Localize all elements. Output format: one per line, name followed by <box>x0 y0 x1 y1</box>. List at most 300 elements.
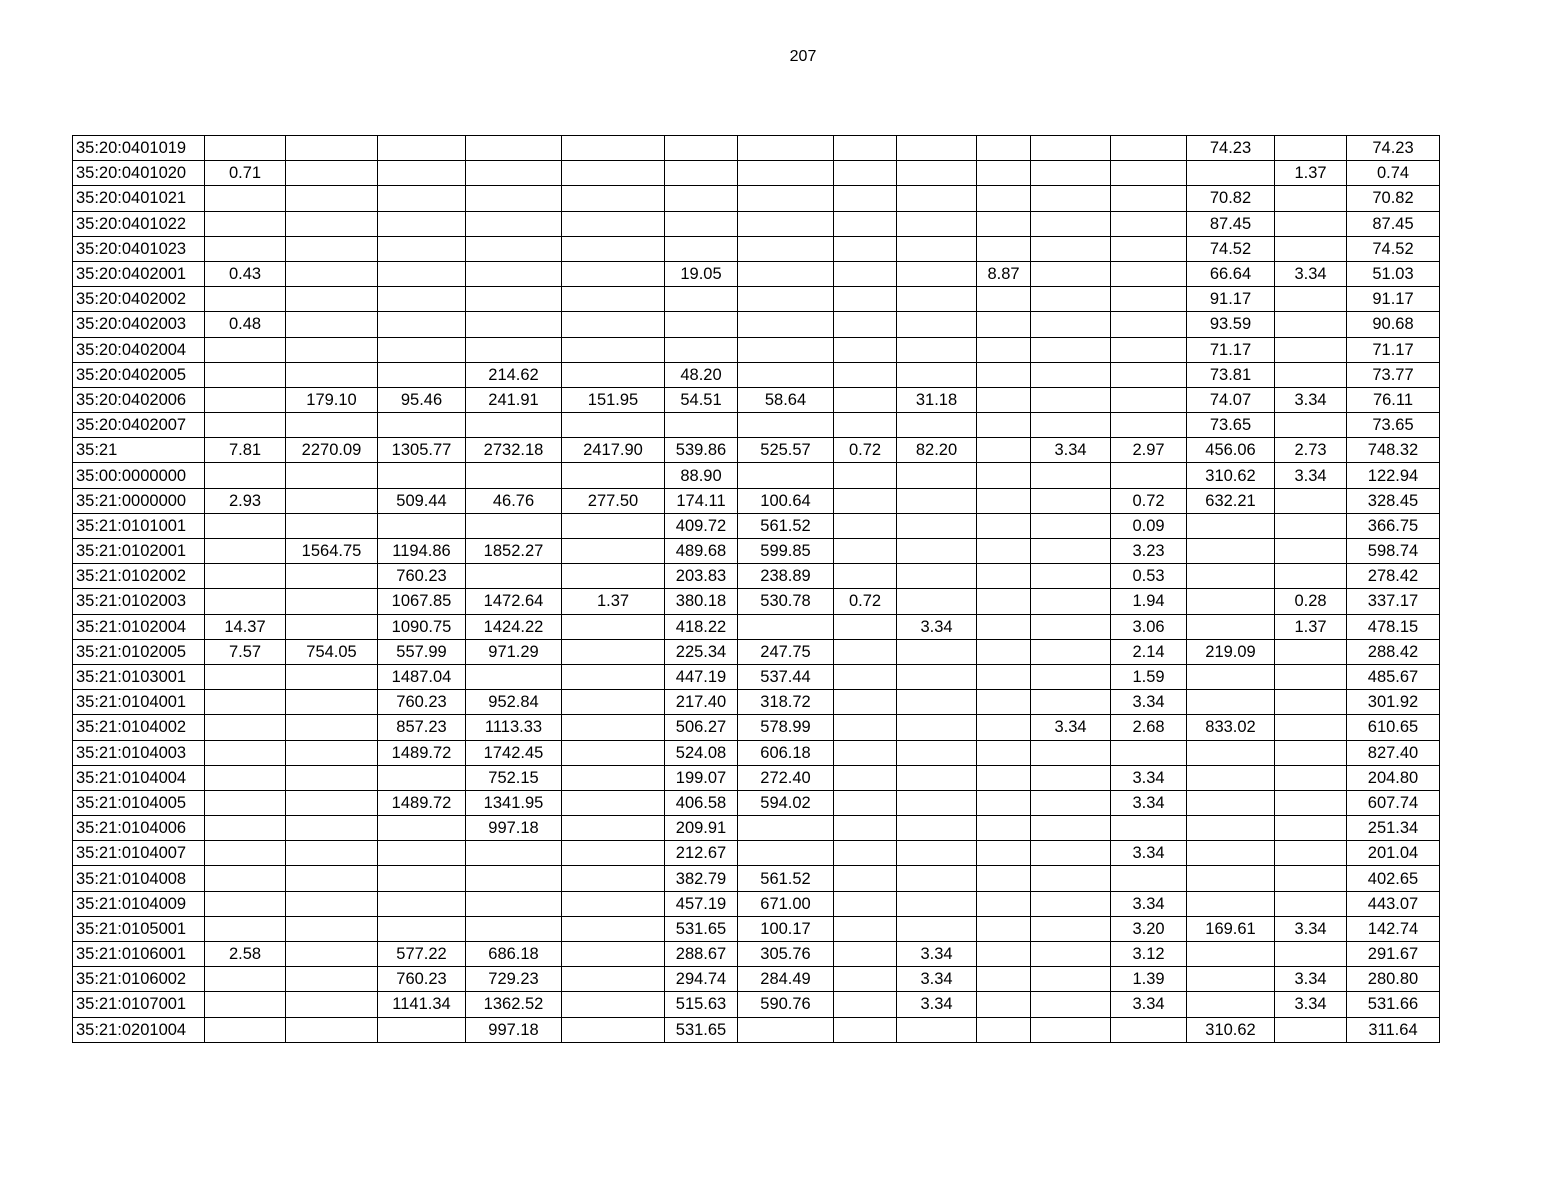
value-cell <box>1031 740 1111 765</box>
value-cell <box>738 463 834 488</box>
value-cell: 1487.04 <box>378 664 466 689</box>
value-cell: 301.92 <box>1347 690 1440 715</box>
row-id-cell: 35:00:0000000 <box>73 463 205 488</box>
value-cell <box>562 866 665 891</box>
value-cell: 199.07 <box>665 765 738 790</box>
value-cell <box>834 992 897 1017</box>
value-cell <box>1187 942 1275 967</box>
data-table <box>72 135 1440 1043</box>
value-cell <box>1031 916 1111 941</box>
value-cell <box>1111 312 1187 337</box>
value-cell: 537.44 <box>738 664 834 689</box>
value-cell: 310.62 <box>1187 463 1275 488</box>
value-cell <box>738 1017 834 1042</box>
value-cell: 74.23 <box>1347 136 1440 161</box>
value-cell <box>738 337 834 362</box>
value-cell: 311.64 <box>1347 1017 1440 1042</box>
value-cell <box>466 312 562 337</box>
value-cell <box>738 841 834 866</box>
value-cell <box>1031 967 1111 992</box>
value-cell <box>897 690 977 715</box>
value-cell: 3.34 <box>1111 992 1187 1017</box>
value-cell <box>205 337 286 362</box>
value-cell <box>738 211 834 236</box>
value-cell <box>562 992 665 1017</box>
value-cell <box>562 539 665 564</box>
row-id-cell: 35:21:0201004 <box>73 1017 205 1042</box>
value-cell <box>562 161 665 186</box>
value-cell: 169.61 <box>1187 916 1275 941</box>
value-cell <box>1031 261 1111 286</box>
value-cell: 0.71 <box>205 161 286 186</box>
value-cell <box>1275 740 1347 765</box>
value-cell: 599.85 <box>738 539 834 564</box>
row-id-cell: 35:21:0104002 <box>73 715 205 740</box>
value-cell: 2.14 <box>1111 639 1187 664</box>
value-cell: 0.09 <box>1111 513 1187 538</box>
value-cell: 214.62 <box>466 362 562 387</box>
value-cell <box>1187 614 1275 639</box>
row-id-cell: 35:20:0401020 <box>73 161 205 186</box>
row-id-cell: 35:21:0104008 <box>73 866 205 891</box>
value-cell <box>897 564 977 589</box>
value-cell <box>834 539 897 564</box>
value-cell: 2417.90 <box>562 438 665 463</box>
value-cell <box>897 740 977 765</box>
table-row <box>73 614 1440 639</box>
value-cell <box>1111 136 1187 161</box>
value-cell <box>562 690 665 715</box>
table-row <box>73 337 1440 362</box>
table-row <box>73 312 1440 337</box>
value-cell <box>834 765 897 790</box>
value-cell: 58.64 <box>738 387 834 412</box>
value-cell: 3.34 <box>1275 992 1347 1017</box>
value-cell <box>738 186 834 211</box>
value-cell <box>977 639 1031 664</box>
value-cell: 204.80 <box>1347 765 1440 790</box>
value-cell <box>1275 866 1347 891</box>
value-cell: 3.34 <box>1031 438 1111 463</box>
value-cell: 74.23 <box>1187 136 1275 161</box>
value-cell: 1472.64 <box>466 589 562 614</box>
value-cell <box>977 287 1031 312</box>
value-cell <box>562 564 665 589</box>
value-cell <box>466 916 562 941</box>
value-cell <box>466 463 562 488</box>
value-cell <box>1187 790 1275 815</box>
value-cell <box>1031 765 1111 790</box>
value-cell <box>1187 765 1275 790</box>
value-cell <box>665 287 738 312</box>
row-id-cell: 35:21:0104009 <box>73 891 205 916</box>
value-cell <box>562 463 665 488</box>
value-cell <box>1275 362 1347 387</box>
value-cell: 247.75 <box>738 639 834 664</box>
value-cell: 291.67 <box>1347 942 1440 967</box>
value-cell: 305.76 <box>738 942 834 967</box>
value-cell: 284.49 <box>738 967 834 992</box>
value-cell <box>897 790 977 815</box>
value-cell: 91.17 <box>1187 287 1275 312</box>
value-cell <box>562 765 665 790</box>
value-cell <box>286 463 378 488</box>
row-id-cell: 35:21:0104005 <box>73 790 205 815</box>
value-cell: 74.52 <box>1187 236 1275 261</box>
value-cell <box>286 790 378 815</box>
value-cell: 1.39 <box>1111 967 1187 992</box>
value-cell <box>1031 564 1111 589</box>
value-cell <box>1111 463 1187 488</box>
value-cell: 3.34 <box>1111 841 1187 866</box>
value-cell <box>977 589 1031 614</box>
value-cell: 3.06 <box>1111 614 1187 639</box>
value-cell: 95.46 <box>378 387 466 412</box>
value-cell: 506.27 <box>665 715 738 740</box>
value-cell: 997.18 <box>466 1017 562 1042</box>
value-cell: 3.34 <box>1111 765 1187 790</box>
value-cell: 142.74 <box>1347 916 1440 941</box>
value-cell: 3.34 <box>897 992 977 1017</box>
value-cell <box>1031 413 1111 438</box>
value-cell <box>286 564 378 589</box>
value-cell <box>1187 841 1275 866</box>
value-cell <box>562 287 665 312</box>
value-cell <box>977 715 1031 740</box>
value-cell <box>665 211 738 236</box>
value-cell: 531.66 <box>1347 992 1440 1017</box>
value-cell <box>897 715 977 740</box>
row-id-cell: 35:21:0102005 <box>73 639 205 664</box>
value-cell: 382.79 <box>665 866 738 891</box>
row-id-cell: 35:21:0107001 <box>73 992 205 1017</box>
value-cell <box>897 312 977 337</box>
value-cell: 1067.85 <box>378 589 466 614</box>
value-cell <box>562 337 665 362</box>
table-row <box>73 841 1440 866</box>
value-cell <box>897 413 977 438</box>
value-cell <box>562 664 665 689</box>
value-cell <box>205 136 286 161</box>
value-cell <box>834 790 897 815</box>
value-cell: 561.52 <box>738 866 834 891</box>
value-cell <box>286 136 378 161</box>
table-row <box>73 539 1440 564</box>
value-cell <box>205 841 286 866</box>
value-cell <box>562 639 665 664</box>
value-cell <box>897 287 977 312</box>
value-cell: 578.99 <box>738 715 834 740</box>
value-cell: 8.87 <box>977 261 1031 286</box>
row-id-cell: 35:21:0105001 <box>73 916 205 941</box>
value-cell: 0.28 <box>1275 589 1347 614</box>
value-cell <box>665 186 738 211</box>
value-cell: 310.62 <box>1187 1017 1275 1042</box>
value-cell <box>1111 362 1187 387</box>
value-cell: 457.19 <box>665 891 738 916</box>
value-cell <box>205 211 286 236</box>
value-cell: 82.20 <box>897 438 977 463</box>
row-id-cell: 35:20:0401023 <box>73 236 205 261</box>
row-id-cell: 35:20:0402002 <box>73 287 205 312</box>
value-cell <box>1275 841 1347 866</box>
value-cell: 294.74 <box>665 967 738 992</box>
value-cell: 48.20 <box>665 362 738 387</box>
value-cell <box>1031 816 1111 841</box>
value-cell <box>378 236 466 261</box>
value-cell: 219.09 <box>1187 639 1275 664</box>
value-cell <box>1187 891 1275 916</box>
value-cell <box>977 967 1031 992</box>
value-cell: 7.81 <box>205 438 286 463</box>
value-cell <box>834 387 897 412</box>
value-cell: 278.42 <box>1347 564 1440 589</box>
value-cell <box>834 463 897 488</box>
value-cell <box>562 362 665 387</box>
value-cell <box>286 942 378 967</box>
value-cell <box>1031 891 1111 916</box>
value-cell: 3.34 <box>1275 916 1347 941</box>
value-cell <box>466 186 562 211</box>
value-cell <box>1031 589 1111 614</box>
value-cell: 241.91 <box>466 387 562 412</box>
value-cell <box>286 664 378 689</box>
value-cell: 3.34 <box>1275 387 1347 412</box>
row-id-cell: 35:21:0101001 <box>73 513 205 538</box>
value-cell <box>834 211 897 236</box>
table-row <box>73 715 1440 740</box>
value-cell <box>977 362 1031 387</box>
value-cell <box>1111 287 1187 312</box>
value-cell <box>286 589 378 614</box>
value-cell: 1141.34 <box>378 992 466 1017</box>
table-row <box>73 916 1440 941</box>
value-cell <box>286 740 378 765</box>
row-id-cell: 35:20:0402004 <box>73 337 205 362</box>
value-cell <box>1187 866 1275 891</box>
table-row <box>73 463 1440 488</box>
value-cell <box>1111 1017 1187 1042</box>
value-cell: 3.34 <box>1111 891 1187 916</box>
value-cell <box>205 916 286 941</box>
value-cell <box>665 413 738 438</box>
value-cell <box>665 136 738 161</box>
value-cell <box>977 790 1031 815</box>
value-cell <box>378 362 466 387</box>
value-cell <box>205 236 286 261</box>
value-cell <box>1275 1017 1347 1042</box>
table-row <box>73 513 1440 538</box>
value-cell: 590.76 <box>738 992 834 1017</box>
value-cell <box>977 841 1031 866</box>
value-cell: 74.52 <box>1347 236 1440 261</box>
value-cell <box>977 513 1031 538</box>
value-cell <box>1275 312 1347 337</box>
value-cell <box>1275 639 1347 664</box>
value-cell <box>1275 236 1347 261</box>
value-cell: 752.15 <box>466 765 562 790</box>
value-cell <box>897 211 977 236</box>
value-cell <box>466 664 562 689</box>
value-cell: 0.43 <box>205 261 286 286</box>
table-body <box>73 136 1440 1043</box>
value-cell <box>897 816 977 841</box>
value-cell <box>286 715 378 740</box>
value-cell <box>286 236 378 261</box>
value-cell <box>286 513 378 538</box>
value-cell: 0.74 <box>1347 161 1440 186</box>
value-cell <box>1275 715 1347 740</box>
value-cell <box>286 1017 378 1042</box>
value-cell: 577.22 <box>378 942 466 967</box>
value-cell <box>834 186 897 211</box>
value-cell: 73.65 <box>1347 413 1440 438</box>
value-cell: 1341.95 <box>466 790 562 815</box>
value-cell <box>1031 362 1111 387</box>
value-cell: 318.72 <box>738 690 834 715</box>
row-id-cell: 35:21:0102003 <box>73 589 205 614</box>
value-cell <box>1031 942 1111 967</box>
value-cell <box>977 413 1031 438</box>
value-cell <box>977 564 1031 589</box>
value-cell: 3.34 <box>897 942 977 967</box>
value-cell: 251.34 <box>1347 816 1440 841</box>
value-cell: 606.18 <box>738 740 834 765</box>
row-id-cell: 35:20:0402005 <box>73 362 205 387</box>
value-cell: 71.17 <box>1187 337 1275 362</box>
value-cell: 151.95 <box>562 387 665 412</box>
value-cell: 729.23 <box>466 967 562 992</box>
value-cell <box>562 942 665 967</box>
value-cell <box>1111 413 1187 438</box>
value-cell: 509.44 <box>378 488 466 513</box>
table-row <box>73 866 1440 891</box>
value-cell <box>1031 614 1111 639</box>
value-cell: 402.65 <box>1347 866 1440 891</box>
value-cell <box>665 161 738 186</box>
value-cell <box>466 261 562 286</box>
value-cell <box>562 1017 665 1042</box>
value-cell: 70.82 <box>1347 186 1440 211</box>
value-cell: 1489.72 <box>378 740 466 765</box>
value-cell: 0.72 <box>834 589 897 614</box>
value-cell <box>1031 337 1111 362</box>
table-row <box>73 136 1440 161</box>
value-cell: 201.04 <box>1347 841 1440 866</box>
value-cell <box>834 841 897 866</box>
value-cell <box>834 916 897 941</box>
value-cell <box>1275 211 1347 236</box>
value-cell <box>378 841 466 866</box>
value-cell <box>897 136 977 161</box>
value-cell <box>378 211 466 236</box>
value-cell <box>897 362 977 387</box>
value-cell <box>897 513 977 538</box>
row-id-cell: 35:21:0104007 <box>73 841 205 866</box>
table-row <box>73 161 1440 186</box>
value-cell: 93.59 <box>1187 312 1275 337</box>
value-cell <box>977 337 1031 362</box>
value-cell <box>286 362 378 387</box>
row-id-cell: 35:21:0103001 <box>73 664 205 689</box>
table-row <box>73 891 1440 916</box>
value-cell: 51.03 <box>1347 261 1440 286</box>
value-cell: 531.65 <box>665 916 738 941</box>
value-cell: 1852.27 <box>466 539 562 564</box>
value-cell <box>738 287 834 312</box>
value-cell <box>834 488 897 513</box>
value-cell: 91.17 <box>1347 287 1440 312</box>
value-cell: 76.11 <box>1347 387 1440 412</box>
value-cell <box>977 916 1031 941</box>
value-cell <box>205 967 286 992</box>
value-cell <box>205 715 286 740</box>
value-cell <box>286 841 378 866</box>
value-cell: 760.23 <box>378 564 466 589</box>
value-cell <box>977 765 1031 790</box>
value-cell <box>1187 992 1275 1017</box>
value-cell: 594.02 <box>738 790 834 815</box>
value-cell <box>834 161 897 186</box>
value-cell <box>562 841 665 866</box>
value-cell: 686.18 <box>466 942 562 967</box>
value-cell: 73.77 <box>1347 362 1440 387</box>
value-cell: 100.64 <box>738 488 834 513</box>
value-cell <box>1187 664 1275 689</box>
value-cell <box>897 261 977 286</box>
value-cell: 406.58 <box>665 790 738 815</box>
value-cell <box>1031 186 1111 211</box>
value-cell <box>205 816 286 841</box>
value-cell <box>286 967 378 992</box>
value-cell: 671.00 <box>738 891 834 916</box>
value-cell: 561.52 <box>738 513 834 538</box>
value-cell <box>977 1017 1031 1042</box>
value-cell <box>562 236 665 261</box>
value-cell <box>1275 790 1347 815</box>
value-cell <box>1275 765 1347 790</box>
value-cell <box>738 816 834 841</box>
value-cell: 0.53 <box>1111 564 1187 589</box>
value-cell <box>665 236 738 261</box>
value-cell: 31.18 <box>897 387 977 412</box>
table-row <box>73 1017 1440 1042</box>
value-cell <box>897 186 977 211</box>
value-cell: 485.67 <box>1347 664 1440 689</box>
value-cell: 1362.52 <box>466 992 562 1017</box>
value-cell: 447.19 <box>665 664 738 689</box>
value-cell <box>977 664 1031 689</box>
value-cell: 857.23 <box>378 715 466 740</box>
value-cell <box>205 690 286 715</box>
value-cell: 971.29 <box>466 639 562 664</box>
value-cell <box>286 614 378 639</box>
value-cell: 14.37 <box>205 614 286 639</box>
value-cell: 122.94 <box>1347 463 1440 488</box>
value-cell: 3.34 <box>1031 715 1111 740</box>
row-id-cell: 35:21:0104001 <box>73 690 205 715</box>
value-cell <box>1187 161 1275 186</box>
table-row <box>73 186 1440 211</box>
value-cell <box>834 891 897 916</box>
value-cell <box>977 236 1031 261</box>
value-cell <box>562 790 665 815</box>
value-cell <box>1275 513 1347 538</box>
value-cell <box>466 287 562 312</box>
value-cell: 409.72 <box>665 513 738 538</box>
value-cell <box>897 841 977 866</box>
value-cell <box>738 312 834 337</box>
